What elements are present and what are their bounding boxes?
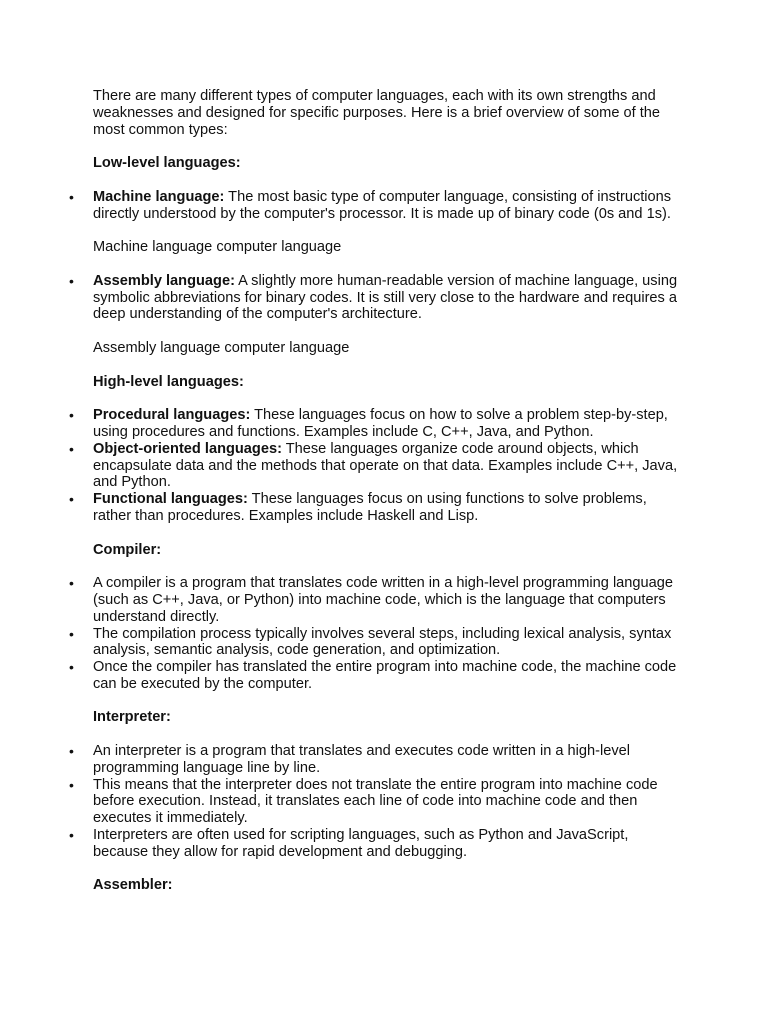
term-assembly-language: Assembly language: bbox=[93, 272, 235, 289]
term-machine-language: Machine language: bbox=[93, 188, 225, 205]
list-item-interpreter-1: • An interpreter is a program that translates and executes code written in a high-level programming language line by line. bbox=[93, 743, 683, 777]
heading-interpreter: Interpreter: bbox=[93, 709, 171, 726]
list-item-compiler-1: • A compiler is a program that translates code written in a high-level programming language (such as C++, Java, or Python) into machine code, which is the language that computers understand directly. bbox=[93, 575, 683, 625]
term-procedural-languages: Procedural languages: bbox=[93, 407, 251, 424]
list-item-assembly-language bbox=[93, 273, 683, 323]
desc-procedural-languages: These languages focus on how to solve a problem step-by-step, using procedures and functions. Examples include C, C++, Java, and Python. bbox=[93, 407, 668, 440]
desc-machine-language: The most basic type of computer language, consisting of instructions directly understood by the computer's processor. It is made up of binary code (0s and 1s). bbox=[93, 188, 672, 222]
desc-object-oriented-languages: These languages organize code around objects, which encapsulate data and the methods that operate on that data. Examples include C++, Java, and Python. bbox=[93, 440, 678, 491]
list-item-procedural-languages bbox=[93, 407, 683, 441]
low-level-list-assembly bbox=[93, 273, 683, 323]
list-item-compiler-2: • The compilation process typically involves several steps, including lexical analysis, syntax analysis, semantic analysis, code generation, and optimization. bbox=[93, 626, 683, 660]
low-level-list-machine bbox=[93, 189, 683, 223]
list-item-object-oriented-languages bbox=[93, 441, 683, 491]
desc-functional-languages: These languages focus on using functions to solve problems, rather than procedures. Examples include Haskell and Lisp. bbox=[93, 491, 647, 524]
list-item-functional-languages bbox=[93, 491, 683, 525]
term-functional-languages: Functional languages: bbox=[93, 491, 248, 508]
document-page bbox=[93, 88, 683, 911]
list-item-compiler-3: • Once the compiler has translated the entire program into machine code, the machine code can be executed by the computer. bbox=[93, 659, 683, 693]
list-item-machine-language bbox=[93, 189, 683, 223]
list-item-interpreter-2: • This means that the interpreter does not translate the entire program into machine code before execution. Instead, it translates each line of code into machine code and then executes it immediately. bbox=[93, 777, 683, 827]
term-object-oriented-languages: Object-oriented languages: bbox=[93, 440, 282, 457]
heading-high-level-languages: High-level languages: bbox=[93, 373, 244, 390]
heading-low-level-languages: Low-level languages: bbox=[93, 155, 241, 172]
high-level-list bbox=[93, 407, 683, 525]
caption-assembly-language: Assembly language computer language bbox=[93, 339, 350, 356]
desc-assembly-language: A slightly more human-readable version of machine language, using symbolic abbreviations for binary codes. It is still very close to the hardware and requires a deep understanding of the computer's architecture. bbox=[93, 272, 678, 323]
compiler-list bbox=[93, 575, 683, 693]
heading-assembler: Assembler: bbox=[93, 877, 173, 894]
heading-compiler: Compiler: bbox=[93, 541, 162, 558]
interpreter-list bbox=[93, 743, 683, 861]
list-item-interpreter-3: • Interpreters are often used for scripting languages, such as Python and JavaScript, because they allow for rapid development and debugging. bbox=[93, 827, 683, 861]
intro-paragraph: There are many different types of computer languages, each with its own strengths and weaknesses and designed for specific purposes. Here is a brief overview of some of the most common types: bbox=[93, 88, 661, 138]
caption-machine-language: Machine language computer language bbox=[93, 239, 342, 256]
